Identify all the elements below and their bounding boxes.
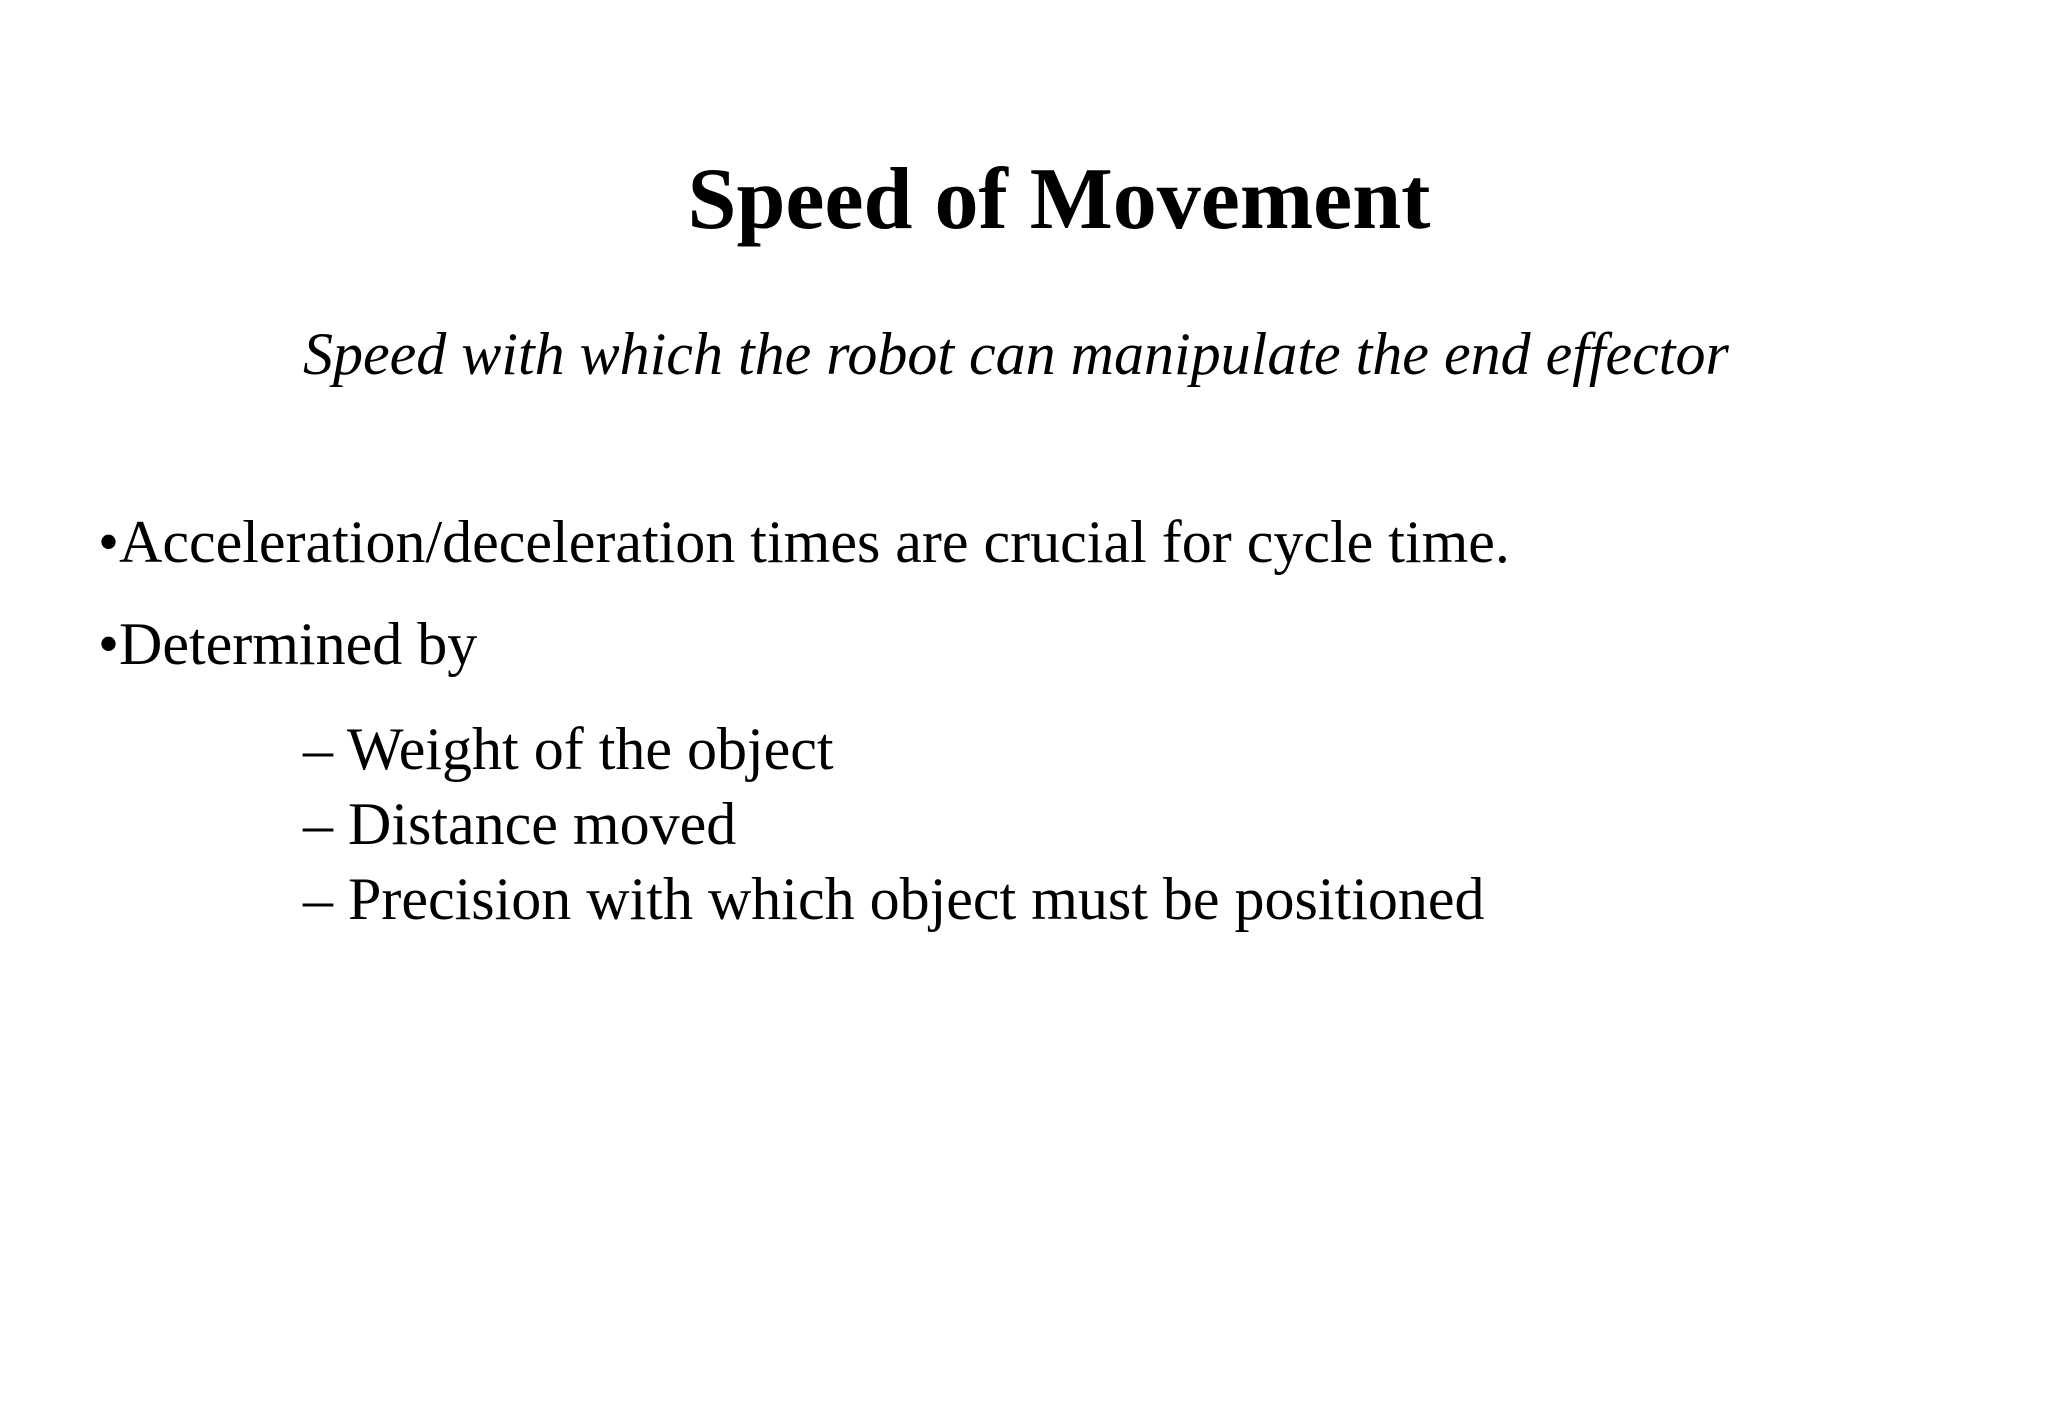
- bullet-mark: •: [98, 611, 120, 677]
- bullet-list: [98, 506, 1510, 680]
- slide-subtitle: Speed with which the robot can manipulate the end effector: [303, 321, 1729, 387]
- bullet-text: Determined by: [119, 611, 478, 677]
- bullet-mark: •: [98, 509, 120, 575]
- slide-title: Speed of Movement: [687, 151, 1431, 248]
- sub-bullet-item: – Distance moved: [303, 791, 737, 857]
- sub-bullet-item: – Precision with which object must be positioned: [303, 866, 1485, 932]
- bullet-item: [98, 506, 1510, 578]
- bullet-item: [98, 608, 1510, 680]
- sub-bullet-list: [303, 712, 1485, 937]
- bullet-text: Acceleration/deceleration times are crucial for cycle time.: [119, 509, 1510, 575]
- sub-bullet-item: – Weight of the object: [303, 716, 834, 782]
